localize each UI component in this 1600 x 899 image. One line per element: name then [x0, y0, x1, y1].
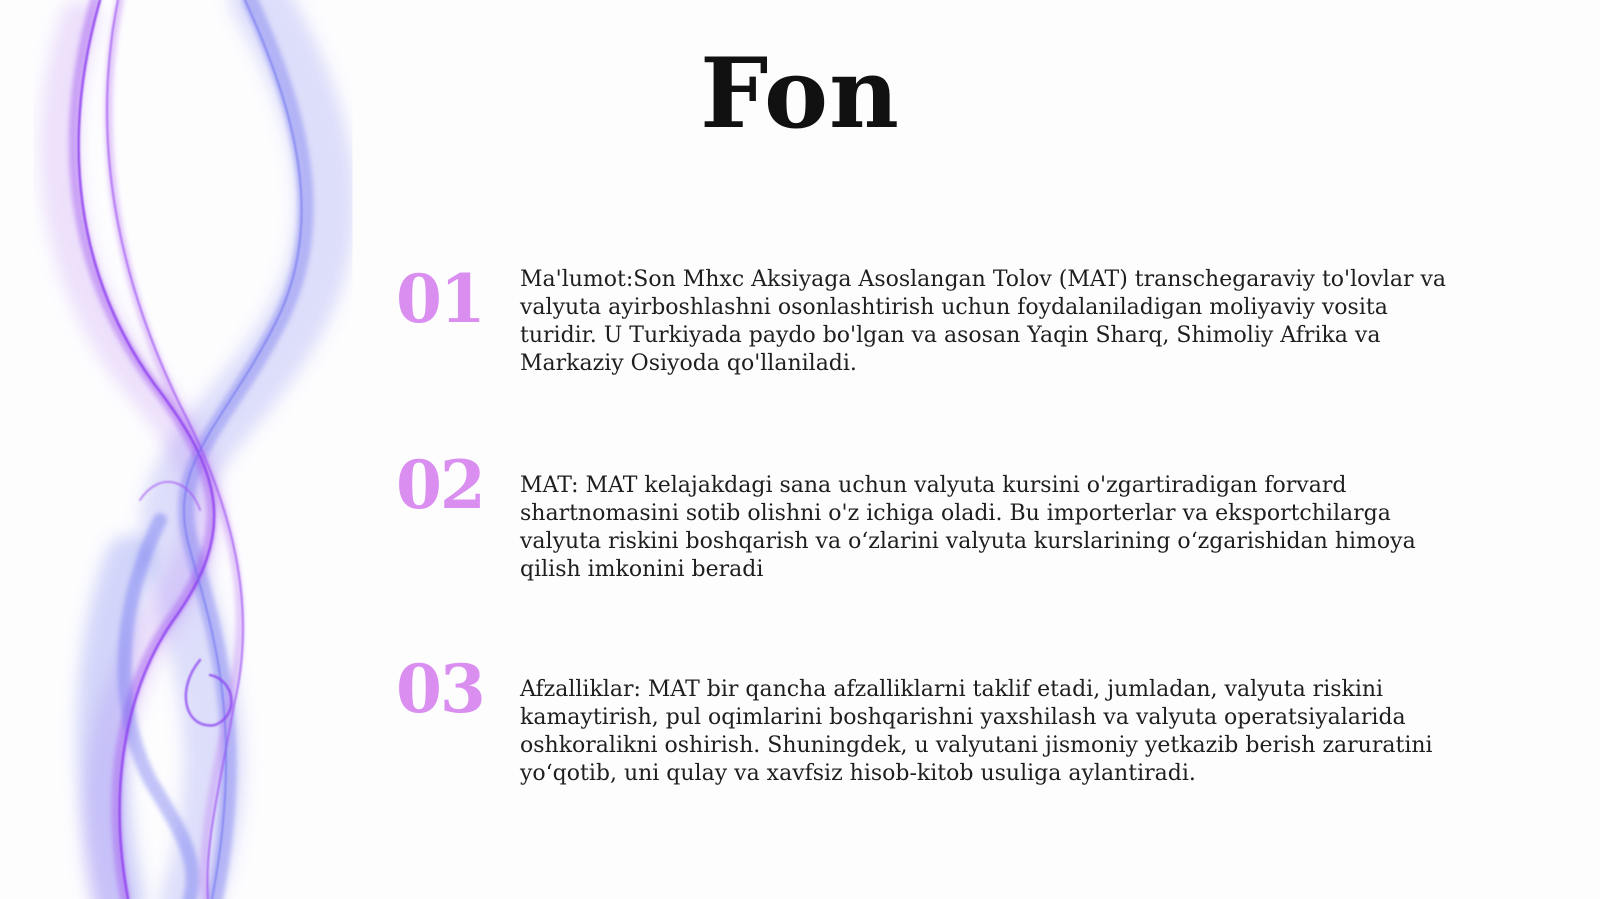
- item-number: 03: [396, 650, 484, 728]
- slide-title: Fon: [700, 37, 900, 150]
- item-text: Ma'lumot:Son Mhxc Aksiyaga Asoslangan Tolov (MAT) transchegaraviy to'lovlar va valyuta ayirboshlashni osonlashtirish uchun foydalaniladigan moliyaviy vosita turidir. U Turkiyada paydo bo'lgan va asosan Yaqin Sharq, Shimoliy Afrika va Markaziy Osiyoda qo'llaniladi.: [520, 267, 1446, 376]
- item-number: 01: [396, 260, 484, 338]
- item-text: Afzalliklar: MAT bir qancha afzalliklarni taklif etadi, jumladan, valyuta riskini kamaytirish, pul oqimlarini boshqarishni yaxshilash va valyuta operatsiyalarida oshkoralikni oshirish. Shuningdek, u valyutani jismoniy yetkazib berish zaruratini yo‘qotib, uni qulay va xavfsiz hisob-kitob usuliga aylantiradi.: [520, 677, 1433, 786]
- item-text: MAT: MAT kelajakdagi sana uchun valyuta kursini o'zgartiradigan forvard shartnomasini sotib olishni o'z ichiga oladi. Bu importerlar va eksportchilarga valyuta riskini boshqarish va o‘zlarini valyuta kurslarining o‘zgarishidan himoya qilish imkonini beradi: [520, 473, 1416, 582]
- item-number: 02: [396, 446, 484, 524]
